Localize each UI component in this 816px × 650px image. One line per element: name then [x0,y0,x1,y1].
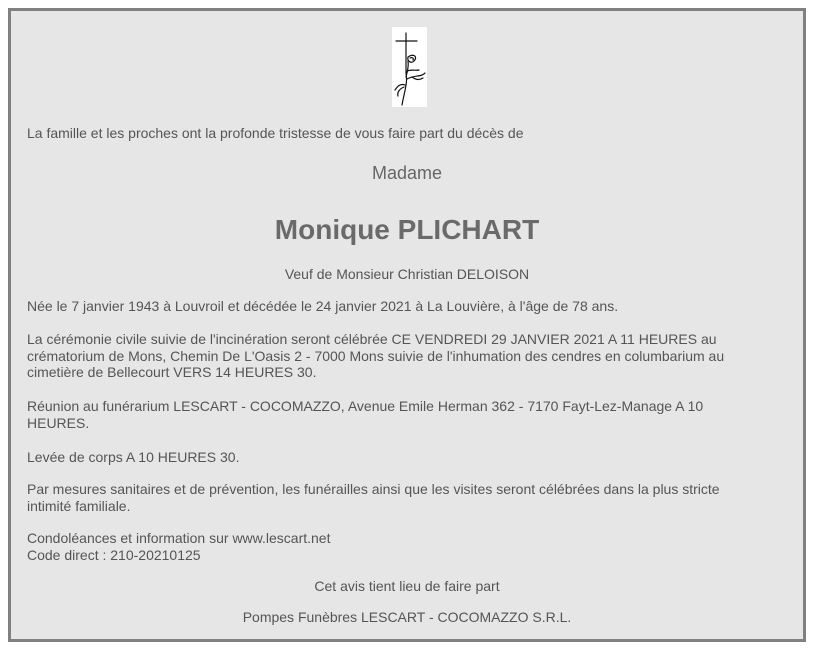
funeral-home-text: Pompes Funèbres LESCART - COCOMAZZO S.R.L. [242,609,572,625]
widow-of-text: Veuf de Monsieur Christian DELOISON [284,266,530,282]
ceremony-line: La cérémonie civile suivie de l'incinération seront célébrée CE VENDREDI 29 JANVIER 2021 A 11 HEURES au [27,331,717,347]
sanitary-line: intimité familiale. [27,497,131,514]
levee-text: Levée de corps A 10 HEURES 30. [27,449,240,465]
notice-text: Cet avis tient lieu de faire part [314,578,500,594]
condolences-line: Condoléances et information sur www.lescart.net [27,530,331,546]
ceremony-line: crématorium de Mons, Chemin De L'Oasis 2 - 7000 Mons suivie de l'inhumation des cendres en columbarium au [27,347,725,364]
death-notice-card [8,8,806,642]
sanitary-line: Par mesures sanitaires et de prévention, les funérailles ainsi que les visites seront célébrées dans la plus stricte [27,481,720,497]
direct-code-line: Code direct : 210-20210125 [27,546,201,563]
reunion-line: HEURES. [27,414,90,431]
reunion-line: Réunion au funérarium LESCART - COCOMAZZO, Avenue Emile Herman 362 - 7170 Fayt-Lez-Manage A 10 [27,398,704,414]
birth-death-text: Née le 7 janvier 1943 à Louvroil et décédée le 24 janvier 2021 à La Louvière, à l'âge de 78 ans. [27,298,619,314]
deceased-name: Monique PLICHART [274,214,540,245]
intro-text: La famille et les proches ont la profonde tristesse de vous faire part du décès de [27,125,524,141]
ceremony-line: cimetière de Bellecourt VERS 14 HEURES 30. [27,364,317,380]
cross-with-rose-icon [392,27,427,107]
title-madame: Madame [371,163,443,183]
